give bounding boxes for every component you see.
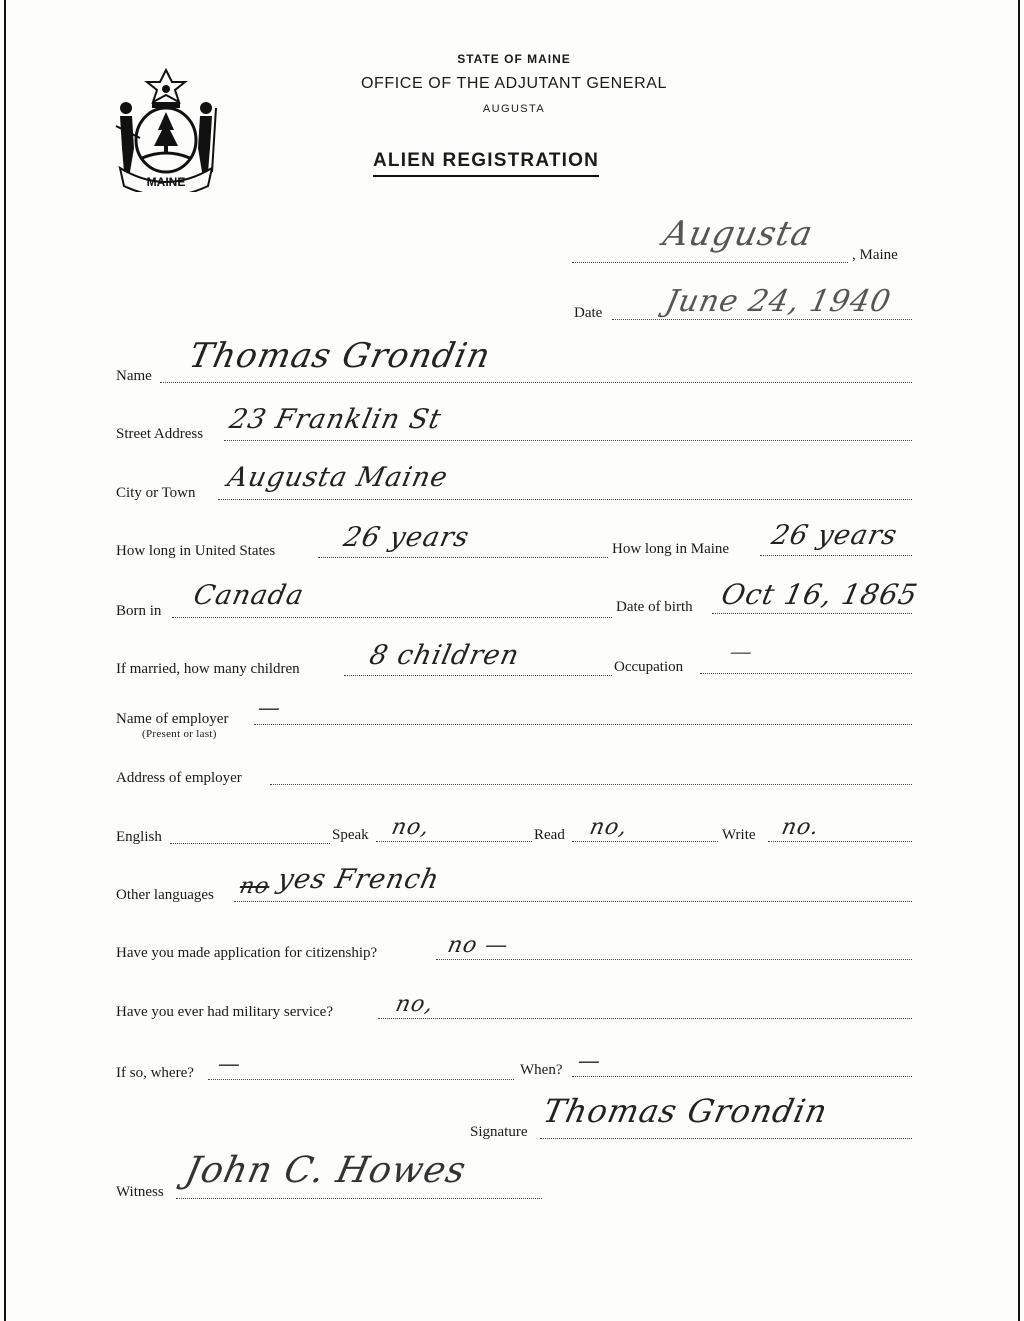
seal-text: MAINE — [146, 175, 186, 189]
occupation-line — [700, 673, 912, 674]
name-value: Thomas Grondin — [185, 336, 495, 376]
other-languages-label: Other languages — [116, 887, 214, 903]
employer-address-line — [270, 784, 912, 785]
date-value: June 24, 1940 — [662, 284, 895, 319]
children-line — [344, 675, 612, 676]
when-label: When? — [520, 1062, 563, 1078]
signature-label: Signature — [470, 1124, 528, 1140]
occupation-label: Occupation — [614, 659, 684, 675]
maine-duration-line — [760, 555, 912, 556]
place-line — [572, 262, 848, 263]
employer-sublabel: (Present or last) — [142, 728, 217, 740]
employer-line — [254, 724, 912, 725]
write-line — [768, 841, 912, 842]
other-languages-line — [234, 901, 912, 902]
city-line — [218, 499, 912, 500]
military-value: no, — [393, 992, 437, 1017]
english-label: English — [116, 829, 162, 845]
signature-line — [540, 1138, 912, 1139]
name-label: Name — [116, 368, 152, 384]
military-label: Have you ever had military service? — [116, 1004, 333, 1020]
other-languages-value: yes French — [274, 864, 443, 895]
date-line — [612, 319, 912, 320]
name-line — [160, 382, 912, 383]
born-value: Canada — [190, 580, 307, 611]
occupation-value: — — [727, 640, 756, 665]
write-value: no. — [779, 815, 822, 840]
place-value: Augusta — [659, 214, 817, 254]
employer-value: — — [255, 696, 284, 721]
where-line — [208, 1079, 514, 1080]
employer-address-label: Address of employer — [116, 770, 242, 786]
where-value: — — [215, 1052, 244, 1077]
speak-label: Speak — [332, 827, 369, 843]
place-suffix: , Maine — [852, 247, 898, 263]
read-label: Read — [534, 827, 565, 843]
english-line — [170, 843, 330, 844]
us-duration-line — [318, 557, 608, 558]
children-label: If married, how many children — [116, 661, 300, 677]
citizenship-label: Have you made application for citizenship? — [116, 945, 378, 961]
witness-label: Witness — [116, 1184, 164, 1200]
dob-label: Date of birth — [616, 599, 693, 615]
citizenship-line — [436, 959, 912, 960]
us-duration-label: How long in United States — [116, 543, 276, 559]
witness-value: John C. Howes — [181, 1150, 471, 1191]
city-label: City or Town — [116, 485, 196, 501]
other-languages-struck: no — [237, 874, 273, 899]
write-label: Write — [722, 827, 756, 843]
when-line — [572, 1076, 912, 1077]
read-value: no, — [587, 815, 631, 840]
dob-value: Oct 16, 1865 — [718, 578, 921, 611]
children-value: 8 children — [366, 640, 523, 671]
date-label: Date — [574, 305, 603, 321]
city-value: Augusta Maine — [224, 462, 451, 493]
employer-label: Name of employer — [116, 711, 229, 727]
maine-duration-label: How long in Maine — [612, 541, 730, 557]
witness-line — [176, 1198, 542, 1199]
military-line — [378, 1018, 912, 1019]
signature-value: Thomas Grondin — [539, 1092, 832, 1130]
street-line — [224, 440, 912, 441]
header-city: AUGUSTA — [482, 103, 546, 115]
speak-line — [376, 841, 532, 842]
form-title: ALIEN REGISTRATION — [373, 150, 599, 177]
street-value: 23 Franklin St — [226, 404, 445, 435]
speak-value: no, — [389, 815, 433, 840]
maine-duration-value: 26 years — [768, 520, 901, 551]
born-line — [172, 617, 612, 618]
citizenship-value: no — — [445, 933, 512, 958]
header-office: OFFICE OF THE ADJUTANT GENERAL — [360, 75, 668, 92]
us-duration-value: 26 years — [340, 522, 473, 553]
born-label: Born in — [116, 603, 162, 619]
where-label: If so, where? — [116, 1065, 194, 1081]
street-label: Street Address — [116, 426, 204, 442]
header-state: STATE OF MAINE — [457, 52, 571, 66]
dob-line — [712, 613, 912, 614]
read-line — [572, 841, 718, 842]
when-value: — — [575, 1049, 604, 1074]
